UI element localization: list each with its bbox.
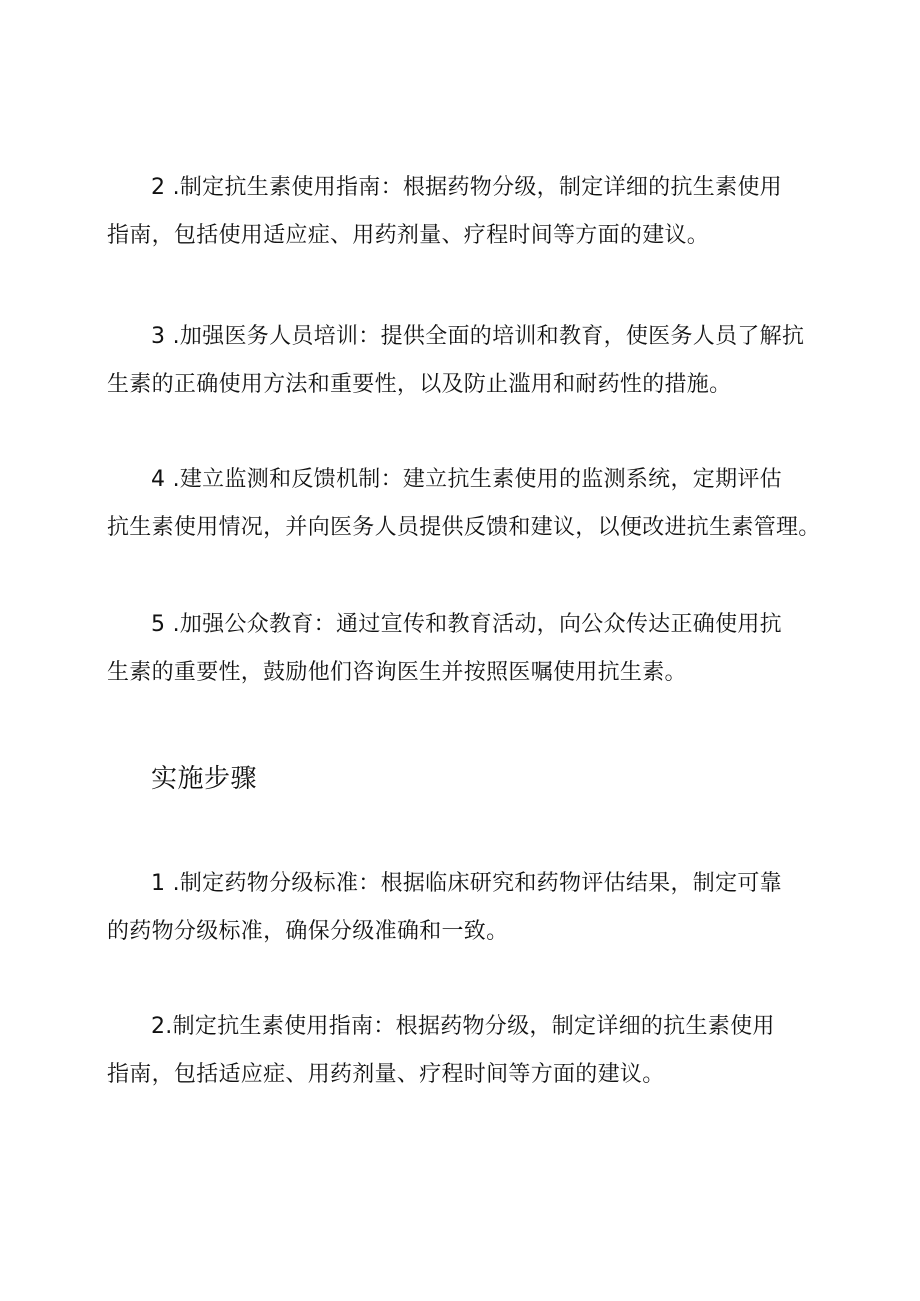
paragraph-line: 4 .建立监测和反馈机制：建立抗生素使用的监测系统，定期评估	[151, 467, 782, 492]
paragraph-line: 生素的正确使用方法和重要性，以及防止滥用和耐药性的措施。	[107, 372, 732, 397]
paragraph-line: 生素的重要性，鼓励他们咨询医生并按照医嘱使用抗生素。	[107, 660, 687, 685]
paragraph-line: 5 .加强公众教育：通过宣传和教育活动，向公众传达正确使用抗	[151, 612, 782, 637]
paragraph-line: 抗生素使用情况，并向医务人员提供反馈和建议，以便改进抗生素管理。	[107, 515, 821, 540]
step-item-1	[107, 860, 827, 956]
paragraph-line: 指南，包括使用适应症、用药剂量、疗程时间等方面的建议。	[107, 223, 710, 248]
paragraph-line: 2.制定抗生素使用指南：根据药物分级，制定详细的抗生素使用	[151, 1014, 775, 1039]
paragraph-line: 2 .制定抗生素使用指南：根据药物分级，制定详细的抗生素使用	[151, 175, 782, 200]
paragraph-line: 1 .制定药物分级标准：根据临床研究和药物评估结果，制定可靠	[151, 871, 782, 896]
paragraph-item-3	[107, 313, 827, 409]
step-item-2	[107, 1003, 827, 1099]
paragraph-line: 指南，包括适应症、用药剂量、疗程时间等方面的建议。	[107, 1062, 665, 1087]
paragraph-line: 的药物分级标准，确保分级准确和一致。	[107, 919, 509, 944]
paragraph-line: 3 .加强医务人员培训：提供全面的培训和教育，使医务人员了解抗	[151, 324, 805, 349]
paragraph-item-2	[107, 164, 827, 260]
section-heading: 实施步骤	[151, 764, 258, 794]
paragraph-item-4	[107, 456, 827, 552]
paragraph-item-5	[107, 601, 827, 697]
